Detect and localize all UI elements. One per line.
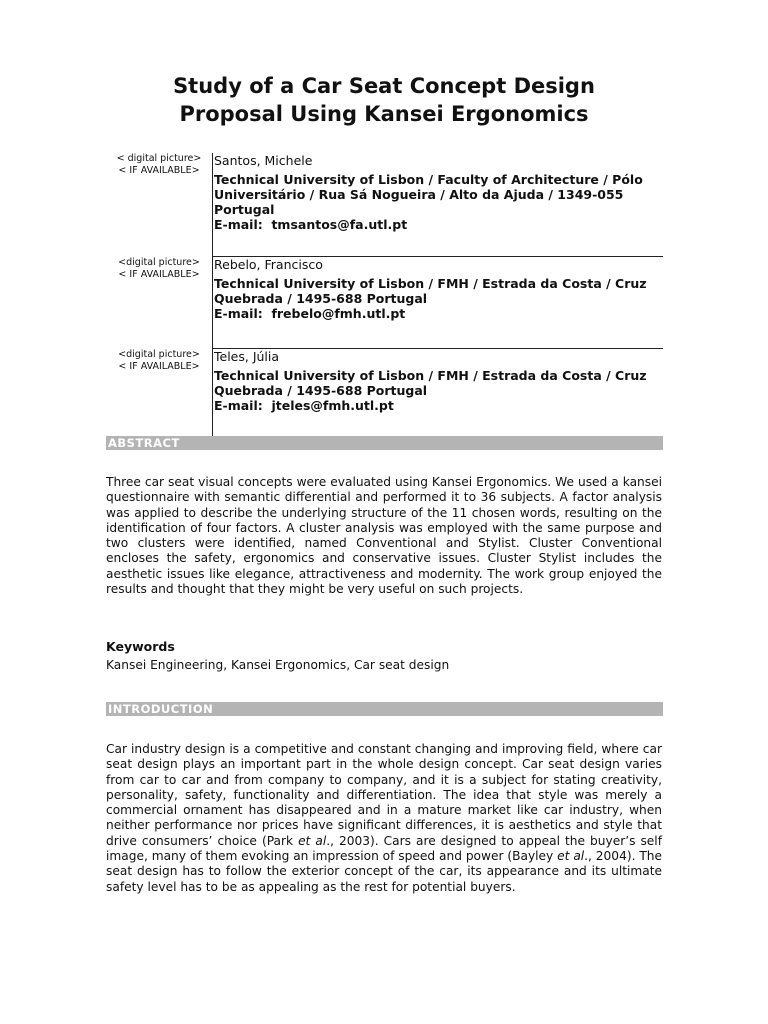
title-line-1: Study of a Car Seat Concept Design — [173, 74, 595, 98]
digital-picture-placeholder: <digital picture> < IF AVAILABLE> — [118, 257, 200, 280]
author-affiliation: Technical University of Lisbon / FMH / Estrada da Costa / Cruz Quebrada / 1495-688 Portugal — [214, 276, 647, 306]
abstract-text: Three car seat visual concepts were evaluated using Kansei Ergonomics. We used a kansei questionnaire with semantic differential and performed it to 36 subjects. A factor analysis was applied to describe the underlying structure of the 11 chosen words, resulting on the identification of four factors. A cluster analysis was employed with the same purpose and two clusters were identified, named Conventional and Stylist. Cluster Conventional encloses the safety, ergonomics and conservative issues. Cluster Stylist includes the aesthetic issues like elegance, attractiveness and modernity. The work group enjoyed the results and thought that they might be very useful on such projects. — [106, 475, 662, 597]
introduction-heading-bar — [106, 702, 663, 716]
author-email[interactable]: E-mail: jteles@fmh.utl.pt — [214, 398, 394, 413]
digital-picture-placeholder: < digital picture> < IF AVAILABLE> — [116, 153, 202, 176]
introduction-heading: INTRODUCTION — [108, 702, 214, 716]
abstract-heading: ABSTRACT — [108, 436, 180, 450]
author-info-3 — [214, 349, 664, 413]
author-email[interactable]: E-mail: frebelo@fmh.utl.pt — [214, 306, 406, 321]
title-line-2: Proposal Using Kansei Ergonomics — [179, 102, 589, 126]
author-affiliation: Technical University of Lisbon / FMH / Estrada da Costa / Cruz Quebrada / 1495-688 Portugal — [214, 368, 647, 398]
keywords-heading: Keywords — [106, 639, 175, 654]
author-divider-vertical — [212, 153, 213, 257]
paper-title — [100, 72, 668, 128]
author-name: Santos, Michele — [214, 153, 313, 168]
keywords-text: Kansei Engineering, Kansei Ergonomics, Car seat design — [106, 658, 450, 672]
author-info-1 — [214, 153, 664, 232]
author-name: Teles, Júlia — [214, 349, 280, 364]
author-divider-vertical — [212, 349, 213, 436]
abstract-heading-bar — [106, 436, 663, 450]
author-email[interactable]: E-mail: tmsantos@fa.utl.pt — [214, 217, 408, 232]
digital-picture-placeholder: <digital picture> < IF AVAILABLE> — [118, 349, 200, 372]
author-info-2 — [214, 257, 664, 321]
author-divider-vertical — [212, 257, 213, 349]
author-affiliation: Technical University of Lisbon / Faculty of Architecture / Pólo Universitário / Rua Sá Nogueira / Alto da Ajuda / 1349-055 Portugal — [214, 172, 643, 217]
author-name: Rebelo, Francisco — [214, 257, 323, 272]
introduction-text: Car industry design is a competitive and constant changing and improving field, where car seat design plays an important part in the whole design concept. Car seat design varies from car to car and from company to company, and it is a subject for stating creativity, personality, safety, functionality and differentiation. The idea that style was merely a commercial ornament has disappeared and in a mature market like car industry, when neither performance nor prices have significant differences, it is aesthetics and style that drive consumers’ choice (Park et al., 2003). Cars are designed to appeal the buyer’s self image, many of them evoking an impression of speed and power (Bayley et al., 2004). The seat design has to follow the exterior concept of the car, its appearance and its ultimate safety level has to be as appealing as the rest for potential buyers. — [106, 742, 662, 894]
